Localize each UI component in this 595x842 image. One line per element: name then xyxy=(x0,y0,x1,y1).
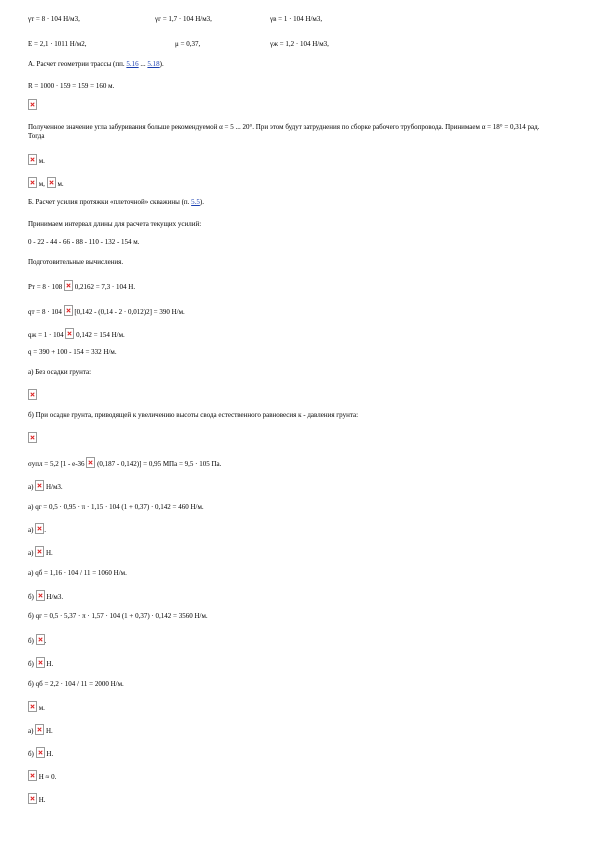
gamma-zh: γж = 1,2 · 104 Н/м3, xyxy=(270,40,329,48)
broken-image-icon xyxy=(35,523,44,534)
section-a-title: А. Расчет геометрии трассы (пп. 5.16 ... 5.18). xyxy=(28,60,164,68)
ref-5-5-link[interactable]: 5.5 xyxy=(191,198,200,206)
b-unit-weight: б) Н/м3. xyxy=(28,590,63,602)
formula-qzh: qж = 1 · 104 0,142 = 154 Н/м. xyxy=(28,328,125,340)
length-sequence: 0 - 22 - 44 - 66 - 88 - 110 - 132 - 154 м. xyxy=(28,238,140,246)
a-qg: а) qг = 0,5 · 0,95 · π · 1,15 · 104 (1 + 0,37) · 0,142 = 460 Н/м. xyxy=(28,503,204,511)
broken-image-icon xyxy=(35,546,44,557)
broken-image-icon xyxy=(36,657,45,668)
formula-n-last: Н. xyxy=(28,793,46,805)
b-formula: б) . xyxy=(28,634,46,646)
broken-image-icon xyxy=(28,389,37,400)
formula-m-last: м. xyxy=(28,701,45,713)
b-force-2: б) Н. xyxy=(28,747,53,759)
gamma-g: γг = 1,7 · 104 Н/м3, xyxy=(155,15,212,23)
angle-paragraph: Полученное значение угла забуривания больше рекомендуемой α = 5 ... 20°. При этом будут затруднения по сборке рабочего трубопровода. Принимаем α = 18° = 0,314 рад. Тогда xyxy=(28,123,540,140)
broken-image-icon xyxy=(36,590,45,601)
formula-sigma: σупл = 5,2 [1 - e-36 (0,187 - 0,142)] = 0,95 МПа = 9,5 · 105 Па. xyxy=(28,457,221,469)
broken-image-icon xyxy=(28,99,37,110)
broken-image-icon xyxy=(64,280,73,291)
a-unit-weight: а) Н/м3. xyxy=(28,480,63,492)
broken-image-icon xyxy=(47,177,56,188)
interval-text: Принимаем интервал длины для расчета текущих усилий: xyxy=(28,220,202,228)
formula-m1: м. xyxy=(28,154,45,166)
a-qb: а) qб = 1,16 · 104 / 11 = 1060 Н/м. xyxy=(28,569,127,577)
broken-image-icon xyxy=(36,747,45,758)
broken-image-icon xyxy=(35,480,44,491)
broken-image-icon xyxy=(35,724,44,735)
broken-image-icon xyxy=(64,305,73,316)
broken-image-icon xyxy=(28,770,37,781)
formula-m2: м, м. xyxy=(28,177,64,189)
ref-5-16-link[interactable]: 5.16 xyxy=(126,60,139,68)
radius-calc: R = 1000 · 159 = 159 = 160 м. xyxy=(28,82,115,90)
prelim-text: Подготовительные вычисления. xyxy=(28,258,124,266)
ref-5-18-link[interactable]: 5.18 xyxy=(147,60,160,68)
broken-image-icon xyxy=(28,793,37,804)
broken-image-icon xyxy=(86,457,95,468)
b-force: б) Н. xyxy=(28,657,53,669)
a-formula: а) . xyxy=(28,523,46,535)
formula-h0: Н ≈ 0. xyxy=(28,770,56,782)
b-qb: б) qб = 2,2 · 104 / 11 = 2000 Н/м. xyxy=(28,680,124,688)
section-b-title: Б. Расчет усилия протяжки «плеточной» скважины (п. 5.5). xyxy=(28,198,204,206)
formula-qt: qт = 8 · 104 [0,142 - (0,14 - 2 · 0,012)2] = 390 Н/м. xyxy=(28,305,185,317)
broken-image-icon xyxy=(28,177,37,188)
broken-image-icon xyxy=(28,154,37,165)
case-a-text: а) Без осадки грунта: xyxy=(28,368,92,376)
broken-image-icon xyxy=(28,701,37,712)
b-qg: б) qг = 0,5 · 5,37 · π · 1,57 · 104 (1 + 0,37) · 0,142 = 3560 Н/м. xyxy=(28,612,208,620)
young-modulus: E = 2,1 · 1011 Н/м2, xyxy=(28,40,87,48)
case-b-text: б) При осадке грунта, приводящей к увеличению высоты свода естественного равновесия к - давления грунта: xyxy=(28,411,359,419)
broken-image-icon xyxy=(28,432,37,443)
broken-image-icon xyxy=(65,328,74,339)
poisson-ratio: μ = 0,37, xyxy=(175,40,201,48)
broken-image-icon xyxy=(36,634,45,645)
a-force: а) Н. xyxy=(28,546,53,558)
gamma-t: γт = 8 · 104 Н/м3, xyxy=(28,15,80,23)
formula-pt: Рт = 8 · 108 0,2162 = 7,3 · 104 Н. xyxy=(28,280,135,292)
gamma-v: γв = 1 · 104 Н/м3, xyxy=(270,15,323,23)
a-force-2: а) Н. xyxy=(28,724,53,736)
formula-q: q = 390 + 100 - 154 = 332 Н/м. xyxy=(28,348,117,356)
